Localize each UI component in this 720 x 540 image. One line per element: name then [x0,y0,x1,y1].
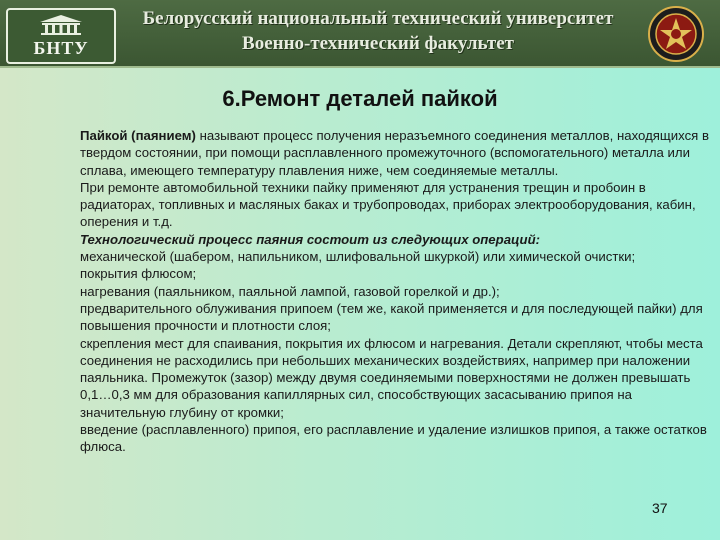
operation-item: нагревания (паяльником, паяльной лампой, газовой горелкой и др.); [80,283,500,299]
body-text [8,127,710,456]
university-logo [6,8,116,64]
term-soldering: Пайкой (паянием) [80,128,196,143]
operation-item: покрытия флюсом; [80,266,197,282]
faculty-name: Военно-технический факультет [242,33,514,54]
faculty-emblem-icon [647,5,705,63]
logo-abbreviation: БНТУ [33,38,89,58]
paragraph-application: При ремонте автомобильной техники пайку применяют для устранения трещин и пробоин в радиаторах, топливных и масляных баках и трубопроводах, приборах электрооборудования, кабин, оперения и т.д. [80,179,696,230]
operation-item: скрепления мест для спаивания, покрытия их флюсом и нагревания. Детали скрепляют, чтобы места соединения не расходились при небольших механических воздействиях, например при наложении паяльника. Промежуток (зазор) между двумя соединяемыми поверхностями не должен превышать 0,1…0,3 мм для образования капиллярных сил, способствующих засасыванию припоя на значительную глубину от кромки; [80,335,703,420]
paragraph-definition [8,127,710,179]
operation-item: предварительного облуживания припоем (тем же, какой применяется и для последующей пайки) для повышения прочности и плотности слоя; [80,300,703,334]
university-name: Белорусский национальный технический университет [142,8,614,29]
operations-heading: Технологический процесс паяния состоит из следующих операций: [80,231,541,247]
definition-text: называют процесс получения неразъемного соединения металлов, находящихся в твердом состоянии, при помощи расплавленного промежуточного (вспомогательного) металла или сплава, имеющего температуру плавления ниже, чем соединяемые металлы. [80,128,709,178]
operation-item: введение (расплавленного) припоя, его расплавление и удаление излишков припоя, а также остатков флюса. [80,422,707,455]
building-icon [38,14,84,36]
header-banner [0,0,720,68]
page-number: 37 [652,500,668,516]
slide-title: 6.Ремонт деталей пайкой [222,86,498,111]
operation-item: механической (шабером, напильником, шлифовальной шкуркой) или химической очистки; [80,249,636,265]
